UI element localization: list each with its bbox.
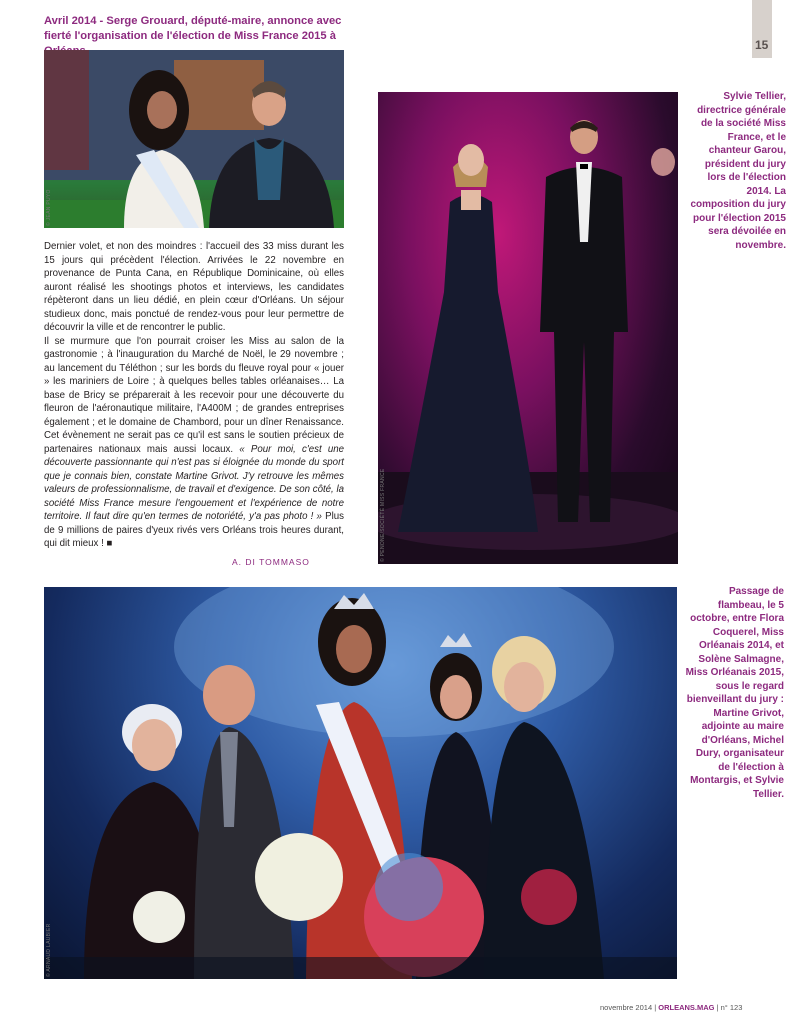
photo-1-credit: © JEAN PUYO — [46, 189, 52, 226]
photo-3-caption: Passage de flambeau, le 5 octobre, entre Flora Coquerel, Miss Orléanais 2014, et Solène Salmagne, Miss Orléanais 2015, sous le regard bienveillant du jury : Martine Grivot, adjointe au maire d'Orléans, Michel Dury, organisateur de l'élection à Montargis, et Sylvie Tellier. — [685, 586, 784, 800]
photo-tellier-garou-illustration — [378, 92, 678, 564]
article-paragraph-2 — [44, 335, 344, 551]
article-body — [44, 240, 344, 551]
article-paragraph-2-start: Il se murmure que l'on pourrait croiser les Miss au salon de la gastronomie ; à l'inauguration du Marché de Noël, le 29 novembre ; au lancement du Téléthon ; sur les bords du fleuve royal pour « jouer » les mariniers de Loire ; à quelques belles tables orléanaises… La base de Bricy se préparerait à les recevoir pour une découverte du fleuron de l'aéronautique militaire, l'A400M ; de grandes entreprises également ; et le domaine de Chambord, pour un dîner Renaissance. Cet évènement ne serait pas ce qu'il est sans le soutien précieux de partenaires nationaux mais aussi locaux. — [44, 335, 344, 455]
photo-3-credit: © ARNAUD LAUBIER — [46, 923, 52, 977]
photo-1-caption: Avril 2014 - Serge Grouard, député-maire, annonce avec fierté l'organisation de l'élection de Miss France 2015 à — [44, 15, 342, 42]
footer-brand: ORLEANS.MAG — [658, 1003, 715, 1012]
page-footer — [600, 1003, 742, 1012]
article-paragraph-1: Dernier volet, et non des moindres : l'accueil des 33 miss durant les 15 jours qui précèdent l'élection. Arrivées le 22 novembre en provenance de Punta Cana, en République Dominicaine, où elles auront réalisé les shootings photos et interviews, les candidates répèteront dans un lieu dédié, en plein cœur d'Orléans. Un séjour studieux donc, mais ponctué de rendez-vous pour leur permettre de découvrir la ville et de rencontrer le public. — [44, 241, 344, 333]
footer-date: novembre 2014 | — [600, 1003, 657, 1012]
article-paragraph-2-end: Plus de 9 millions de paires d'yeux rivés vers Orléans trois heures durant, qui dit mieux ! ■ — [44, 511, 344, 549]
photo-announcement — [44, 50, 344, 228]
photo-passage-de-flambeau — [44, 587, 677, 979]
photo-passage-illustration — [44, 587, 677, 979]
photo-2-caption: Sylvie Tellier, directrice générale de la société Miss France, et le chanteur Garou, président du jury lors de l'élection 2014. La composition du jury pour l'élection 2015 sera dévoilée en novembre. — [690, 91, 786, 251]
page-number: 15 — [755, 38, 769, 52]
article-quote: « Pour moi, c'est une découverte passionnante qui n'est pas si éloignée du monde du sport que je connais bien, constate Martine Grivot. J'y retrouve les mêmes valeurs de professionnalisme, de travail et d'exigence. De son côté, la société Miss France mesure l'engouement et l'expérience de notre territoire. Il faut dire qu'en termes de notoriété, y'a pas photo ! » — [44, 443, 345, 522]
article-author: A. DI TOMMASO — [232, 557, 310, 567]
photo-announcement-illustration — [44, 50, 344, 228]
photo-2-credit: © PENONE/SOCIÉTÉ MISS FRANCE — [380, 468, 386, 562]
photo-tellier-garou — [378, 92, 678, 564]
footer-issue: | n° 123 — [716, 1003, 743, 1012]
